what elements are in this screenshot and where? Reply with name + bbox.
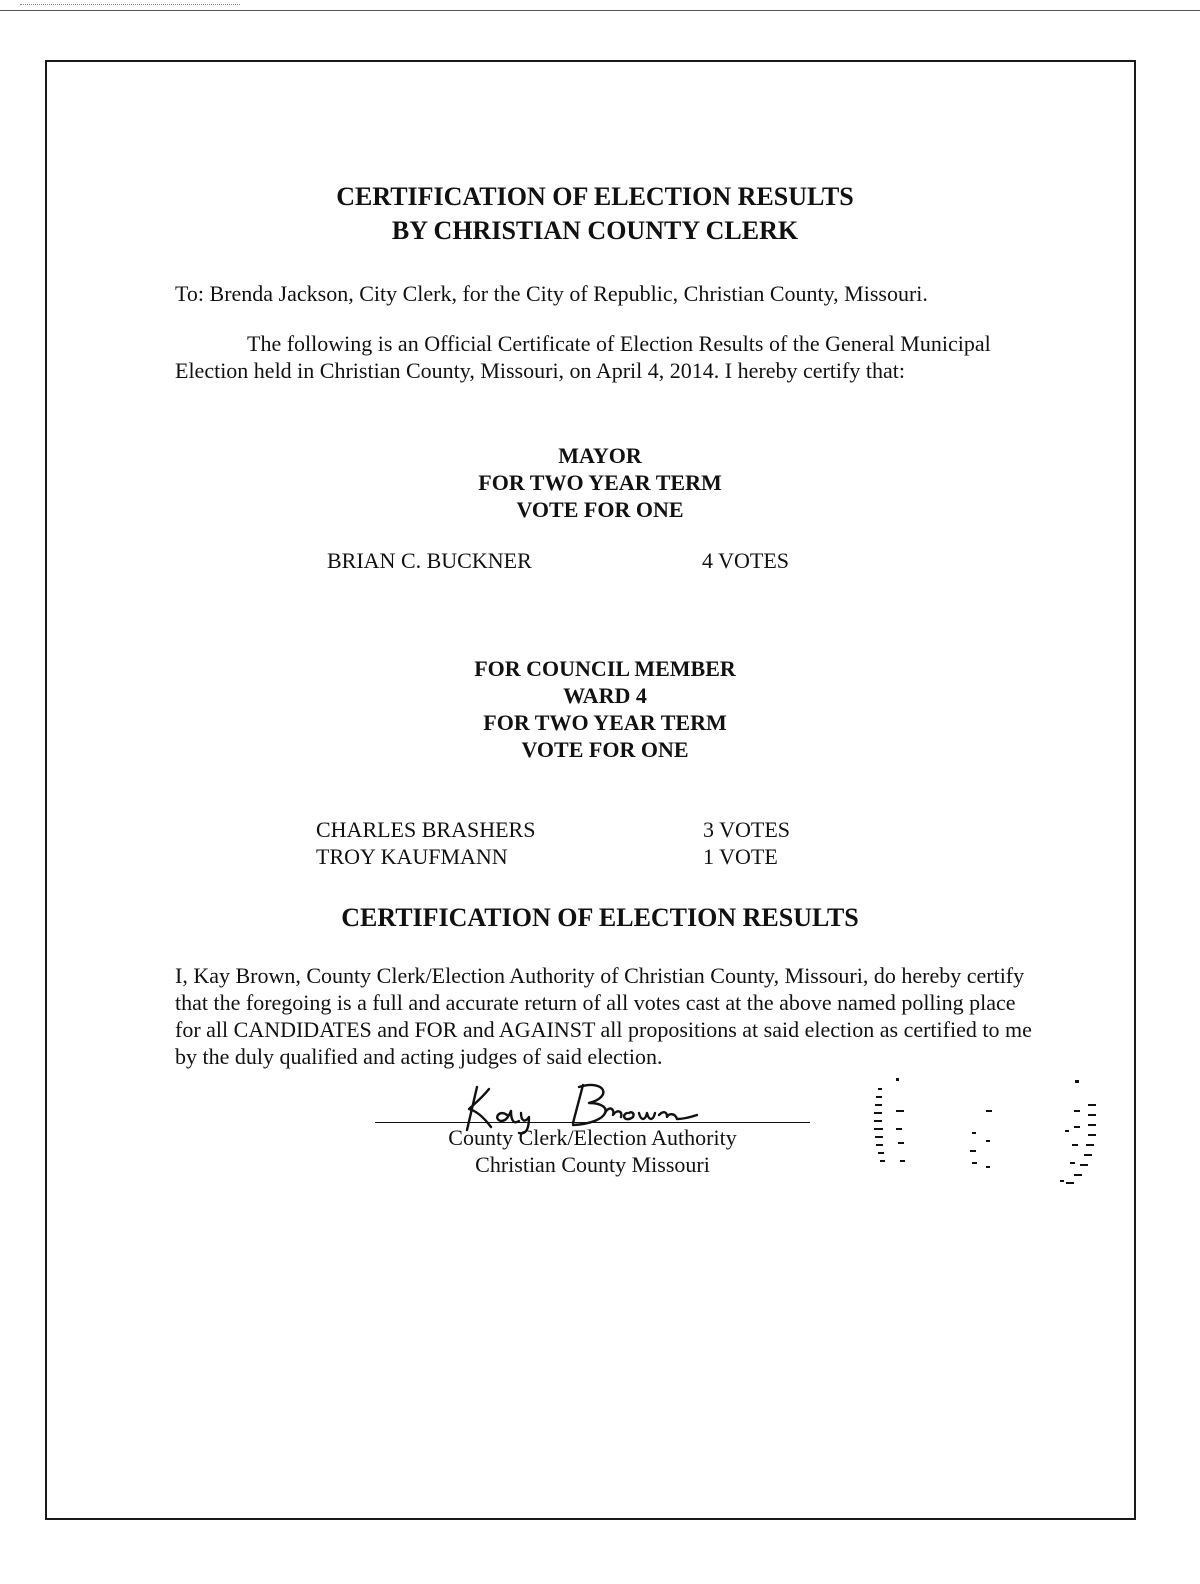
council-heading-line-4: VOTE FOR ONE [521, 737, 689, 762]
council-section-heading [180, 655, 1030, 763]
salutation: To: Brenda Jackson, City Clerk, for the City of Republic, Christian County, Missouri. [175, 281, 928, 306]
signature-county: Christian County Missouri [475, 1152, 710, 1177]
scan-edge-noise [20, 0, 240, 5]
mayor-section-heading [175, 442, 1025, 523]
candidate-name: TROY KAUFMANN [316, 844, 508, 869]
mayor-heading-line-3: VOTE FOR ONE [516, 497, 684, 522]
council-heading-line-3: FOR TWO YEAR TERM [483, 710, 727, 735]
council-heading-line-2: WARD 4 [563, 683, 647, 708]
embossed-seal-marks [860, 1070, 1130, 1230]
document-title-line-2: BY CHRISTIAN COUNTY CLERK [391, 216, 799, 245]
document-border [45, 60, 1136, 1520]
signature-line [375, 1122, 810, 1123]
signature-title: County Clerk/Election Authority [448, 1125, 737, 1150]
mayor-heading-line-2: FOR TWO YEAR TERM [478, 470, 722, 495]
document-title [175, 180, 1015, 248]
certificate-page [175, 180, 1035, 1069]
signature-caption [375, 1124, 810, 1178]
document-title-line-1: CERTIFICATION OF ELECTION RESULTS [336, 182, 854, 211]
candidate-name: BRIAN C. BUCKNER [327, 548, 532, 573]
scan-edge-line [0, 10, 1200, 11]
candidate-votes: 4 VOTES [702, 548, 789, 573]
candidate-votes: 3 VOTES [703, 817, 790, 842]
certification-heading: CERTIFICATION OF ELECTION RESULTS [341, 903, 859, 932]
candidate-votes: 1 VOTE [703, 844, 778, 869]
council-heading-line-1: FOR COUNCIL MEMBER [474, 656, 736, 681]
candidate-name: CHARLES BRASHERS [316, 817, 536, 842]
mayor-heading-line-1: MAYOR [558, 443, 642, 468]
certification-statement: I, Kay Brown, County Clerk/Election Authority of Christian County, Missouri, do hereby certify that the foregoing is a full and accurate return of all votes cast at the above named polling place for all CANDIDATES and FOR and AGAINST all propositions at said election as certified to me by the duly qualified and acting judges of said election. [175, 963, 1032, 1069]
intro-paragraph: The following is an Official Certificate of Election Results of the General Municipal Election held in Christian County, Missouri, on April 4, 2014. I hereby certify that: [175, 331, 991, 383]
